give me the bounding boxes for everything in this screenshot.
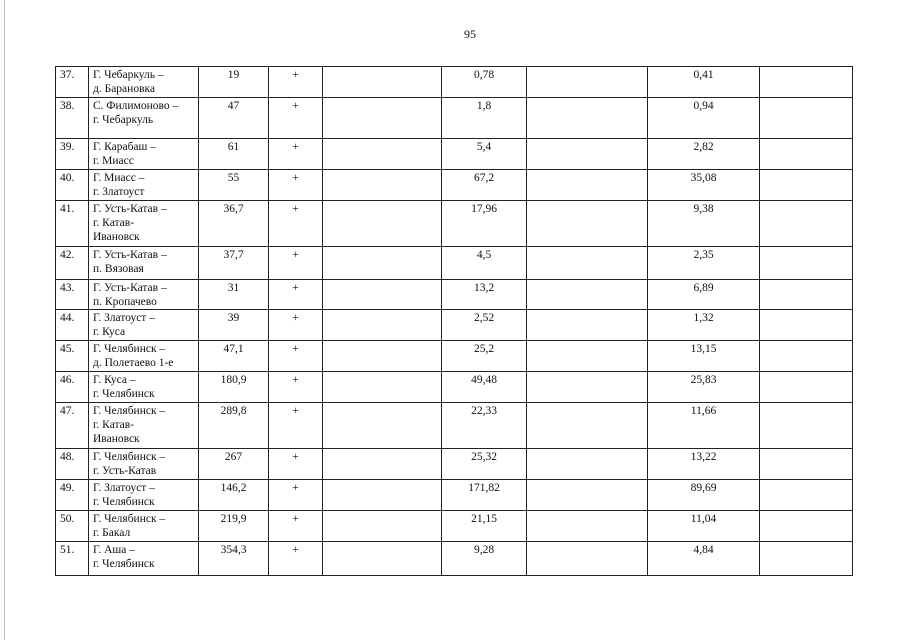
route-length: 36,7	[199, 201, 269, 247]
flag-mark: +	[269, 67, 323, 98]
flag-mark: +	[269, 170, 323, 201]
flag-mark: +	[269, 139, 323, 170]
table-row	[56, 67, 853, 98]
route-length: 146,2	[199, 480, 269, 511]
value-cell-1: 1,8	[442, 98, 527, 139]
empty-cell	[323, 139, 442, 170]
scan-edge-line	[4, 0, 5, 640]
empty-cell	[527, 247, 648, 280]
empty-cell	[323, 341, 442, 372]
route-name-line-2: д. Полетаево 1-е	[93, 357, 174, 369]
empty-cell	[760, 98, 853, 139]
empty-cell	[527, 98, 648, 139]
value-cell-1: 17,96	[442, 201, 527, 247]
value-cell-2: 13,15	[648, 341, 760, 372]
route-length: 61	[199, 139, 269, 170]
row-number: 46.	[56, 372, 89, 403]
route-length: 31	[199, 280, 269, 310]
route-name-cell	[89, 310, 199, 341]
empty-cell	[527, 310, 648, 341]
empty-cell	[760, 310, 853, 341]
route-name-cell	[89, 403, 199, 449]
empty-cell	[323, 310, 442, 341]
empty-cell	[527, 372, 648, 403]
route-length: 39	[199, 310, 269, 341]
route-name-line-1: С. Филимоново –	[93, 100, 179, 112]
empty-cell	[760, 341, 853, 372]
flag-mark: +	[269, 310, 323, 341]
route-name-line-1: Г. Челябинск –	[93, 451, 166, 463]
value-cell-1: 2,52	[442, 310, 527, 341]
empty-cell	[323, 449, 442, 480]
empty-cell	[527, 170, 648, 201]
empty-cell	[527, 67, 648, 98]
flag-mark: +	[269, 247, 323, 280]
route-name-cell	[89, 480, 199, 511]
empty-cell	[760, 280, 853, 310]
route-length: 55	[199, 170, 269, 201]
empty-cell	[527, 403, 648, 449]
empty-cell	[760, 403, 853, 449]
empty-cell	[527, 139, 648, 170]
route-name-line-1: Г. Миасс –	[93, 172, 145, 184]
row-number: 47.	[56, 403, 89, 449]
flag-mark: +	[269, 511, 323, 542]
route-length: 289,8	[199, 403, 269, 449]
empty-cell	[323, 280, 442, 310]
route-name-line-1: Г. Усть-Катав –	[93, 282, 167, 294]
table-row	[56, 449, 853, 480]
value-cell-2: 6,89	[648, 280, 760, 310]
route-name-line-2: д. Барановка	[93, 83, 156, 95]
route-name-line-2: г. Златоуст	[93, 186, 145, 198]
route-length: 267	[199, 449, 269, 480]
empty-cell	[323, 542, 442, 576]
flag-mark: +	[269, 280, 323, 310]
row-number: 40.	[56, 170, 89, 201]
route-name-cell	[89, 170, 199, 201]
value-cell-2: 11,66	[648, 403, 760, 449]
table-row	[56, 98, 853, 139]
route-name-line-1: Г. Челябинск –	[93, 343, 166, 355]
flag-mark: +	[269, 449, 323, 480]
route-name-line-2: п. Кропачево	[93, 296, 157, 308]
route-name-line-3: Ивановск	[93, 231, 140, 243]
table-row	[56, 480, 853, 511]
route-length: 354,3	[199, 542, 269, 576]
row-number: 41.	[56, 201, 89, 247]
route-length: 219,9	[199, 511, 269, 542]
route-name-cell	[89, 542, 199, 576]
page-number: 95	[464, 27, 476, 41]
route-name-line-2: г. Катав-	[93, 217, 135, 229]
table-row	[56, 341, 853, 372]
route-length: 19	[199, 67, 269, 98]
value-cell-2: 9,38	[648, 201, 760, 247]
table-row	[56, 201, 853, 247]
table-row	[56, 372, 853, 403]
route-name-line-2: г. Катав-	[93, 419, 135, 431]
route-name-line-2: п. Вязовая	[93, 263, 144, 275]
empty-cell	[760, 247, 853, 280]
table-row	[56, 511, 853, 542]
route-name-line-2: г. Усть-Катав	[93, 465, 157, 477]
value-cell-2: 1,32	[648, 310, 760, 341]
flag-mark: +	[269, 98, 323, 139]
empty-cell	[323, 247, 442, 280]
value-cell-2: 35,08	[648, 170, 760, 201]
empty-cell	[760, 511, 853, 542]
route-name-line-1: Г. Карабаш –	[93, 141, 157, 153]
empty-cell	[323, 170, 442, 201]
table-row	[56, 139, 853, 170]
value-cell-1: 4,5	[442, 247, 527, 280]
route-name-line-1: Г. Златоуст –	[93, 482, 155, 494]
row-number: 45.	[56, 341, 89, 372]
empty-cell	[527, 201, 648, 247]
route-name-cell	[89, 67, 199, 98]
flag-mark: +	[269, 480, 323, 511]
empty-cell	[760, 449, 853, 480]
row-number: 39.	[56, 139, 89, 170]
empty-cell	[527, 341, 648, 372]
value-cell-1: 25,2	[442, 341, 527, 372]
row-number: 51.	[56, 542, 89, 576]
row-number: 37.	[56, 67, 89, 98]
empty-cell	[527, 511, 648, 542]
empty-cell	[527, 449, 648, 480]
route-name-cell	[89, 372, 199, 403]
empty-cell	[323, 372, 442, 403]
route-length: 47	[199, 98, 269, 139]
value-cell-2: 0,94	[648, 98, 760, 139]
route-name-cell	[89, 98, 199, 139]
value-cell-1: 21,15	[442, 511, 527, 542]
route-name-line-2: г. Миасс	[93, 155, 134, 167]
table-row	[56, 280, 853, 310]
empty-cell	[760, 201, 853, 247]
route-length: 37,7	[199, 247, 269, 280]
value-cell-1: 22,33	[442, 403, 527, 449]
empty-cell	[527, 542, 648, 576]
value-cell-1: 49,48	[442, 372, 527, 403]
table-body	[56, 67, 853, 576]
row-number: 44.	[56, 310, 89, 341]
empty-cell	[760, 170, 853, 201]
route-name-line-1: Г. Аша –	[93, 544, 135, 556]
route-name-line-1: Г. Усть-Катав –	[93, 203, 167, 215]
routes-table	[55, 66, 853, 576]
route-name-line-2: г. Челябинск	[93, 388, 155, 400]
empty-cell	[323, 67, 442, 98]
route-name-line-1: Г. Челябинск –	[93, 405, 166, 417]
route-name-cell	[89, 139, 199, 170]
value-cell-2: 25,83	[648, 372, 760, 403]
value-cell-2: 11,04	[648, 511, 760, 542]
route-name-line-1: Г. Чебаркуль –	[93, 69, 164, 81]
table-row	[56, 403, 853, 449]
row-number: 50.	[56, 511, 89, 542]
route-name-cell	[89, 511, 199, 542]
flag-mark: +	[269, 542, 323, 576]
table-row	[56, 542, 853, 576]
flag-mark: +	[269, 341, 323, 372]
flag-mark: +	[269, 372, 323, 403]
flag-mark: +	[269, 201, 323, 247]
empty-cell	[760, 67, 853, 98]
value-cell-1: 0,78	[442, 67, 527, 98]
value-cell-2: 0,41	[648, 67, 760, 98]
route-name-cell	[89, 341, 199, 372]
route-name-cell	[89, 280, 199, 310]
route-name-line-1: Г. Златоуст –	[93, 312, 155, 324]
value-cell-2: 4,84	[648, 542, 760, 576]
route-name-line-1: Г. Усть-Катав –	[93, 249, 167, 261]
empty-cell	[760, 542, 853, 576]
value-cell-2: 2,82	[648, 139, 760, 170]
route-length: 180,9	[199, 372, 269, 403]
empty-cell	[323, 201, 442, 247]
value-cell-1: 171,82	[442, 480, 527, 511]
empty-cell	[760, 480, 853, 511]
empty-cell	[323, 480, 442, 511]
value-cell-2: 2,35	[648, 247, 760, 280]
route-name-line-1: Г. Челябинск –	[93, 513, 166, 525]
empty-cell	[527, 280, 648, 310]
empty-cell	[323, 403, 442, 449]
route-name-line-2: г. Чебаркуль	[93, 114, 154, 126]
value-cell-2: 13,22	[648, 449, 760, 480]
empty-cell	[760, 372, 853, 403]
table-row	[56, 310, 853, 341]
route-name-cell	[89, 449, 199, 480]
table-row	[56, 247, 853, 280]
value-cell-1: 25,32	[442, 449, 527, 480]
empty-cell	[760, 139, 853, 170]
route-name-line-2: г. Куса	[93, 326, 126, 338]
route-name-line-3: Ивановск	[93, 433, 140, 445]
row-number: 43.	[56, 280, 89, 310]
empty-cell	[527, 480, 648, 511]
route-name-cell	[89, 247, 199, 280]
route-name-line-2: г. Челябинск	[93, 496, 155, 508]
empty-cell	[323, 511, 442, 542]
route-name-line-2: г. Челябинск	[93, 558, 155, 570]
value-cell-1: 13,2	[442, 280, 527, 310]
value-cell-1: 9,28	[442, 542, 527, 576]
row-number: 42.	[56, 247, 89, 280]
table-row	[56, 170, 853, 201]
value-cell-1: 67,2	[442, 170, 527, 201]
route-name-line-2: г. Бакал	[93, 527, 131, 539]
row-number: 38.	[56, 98, 89, 139]
route-name-line-1: Г. Куса –	[93, 374, 136, 386]
value-cell-1: 5,4	[442, 139, 527, 170]
flag-mark: +	[269, 403, 323, 449]
route-length: 47,1	[199, 341, 269, 372]
value-cell-2: 89,69	[648, 480, 760, 511]
empty-cell	[323, 98, 442, 139]
route-name-cell	[89, 201, 199, 247]
row-number: 48.	[56, 449, 89, 480]
row-number: 49.	[56, 480, 89, 511]
